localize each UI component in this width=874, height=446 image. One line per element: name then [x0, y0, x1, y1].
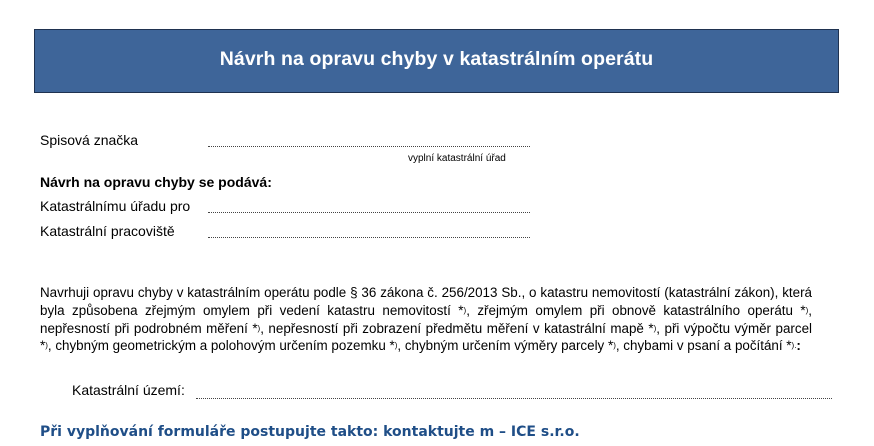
footnote-mark: )	[463, 305, 467, 315]
cadastral-area-label: Katastrální území:	[72, 382, 185, 398]
file-number-hint: vyplní katastrální úřad	[408, 153, 506, 164]
footnote-mark: )	[653, 323, 657, 333]
footnote-mark: )	[805, 305, 809, 315]
workplace-label: Katastrální pracoviště	[40, 223, 175, 239]
paragraph-colon: :	[796, 338, 801, 354]
cadastral-area-field[interactable]	[196, 398, 832, 399]
paragraph-text: , nepřesností při podrobném měření *	[40, 302, 813, 336]
file-number-label: Spisová značka	[40, 132, 139, 148]
paragraph-text: , zřejmým omylem při obnově katastrálního operátu *	[466, 302, 806, 318]
title-banner	[34, 29, 839, 93]
submit-heading: Návrh na opravu chyby se podává:	[40, 174, 272, 190]
footnote-mark: ).	[791, 341, 797, 351]
proposal-paragraph	[40, 284, 812, 355]
workplace-field[interactable]	[208, 237, 530, 238]
footnote-mark: )	[257, 323, 261, 333]
instruction-text: Při vyplňování formuláře postupujte takto: kontaktujte m – ICE s.r.o.	[40, 424, 580, 440]
footnote-mark: )	[613, 341, 616, 351]
footnote-mark: )	[45, 341, 48, 351]
form-title: Návrh na opravu chyby v katastrálním operátu	[219, 47, 654, 70]
file-number-field[interactable]	[208, 146, 530, 147]
paragraph-text: , chybným geometrickým a polohovým určením pozemku *	[47, 338, 395, 354]
paragraph-text: Navrhuji opravu chyby v katastrálním operátu podle § 36 zákona č. 256/2013 Sb., o katastru nemovitostí (katastrální zákon), která byla způsobena zřejmým omylem při vedení katastru nemovitostí *	[40, 285, 812, 318]
footnote-mark: )	[394, 341, 398, 351]
paragraph-text: , nepřesností při zobrazení předmětu měření v katastrální mapě *	[260, 320, 654, 336]
paragraph-text: , chybným určením výměry parcely *	[397, 338, 614, 354]
paragraph-text: , při výpočtu výměr parcel *	[40, 320, 812, 354]
office-label: Katastrálnímu úřadu pro	[40, 198, 191, 214]
paragraph-text: , chybami v psaní a počítání *	[615, 338, 792, 354]
office-field[interactable]	[208, 212, 530, 213]
